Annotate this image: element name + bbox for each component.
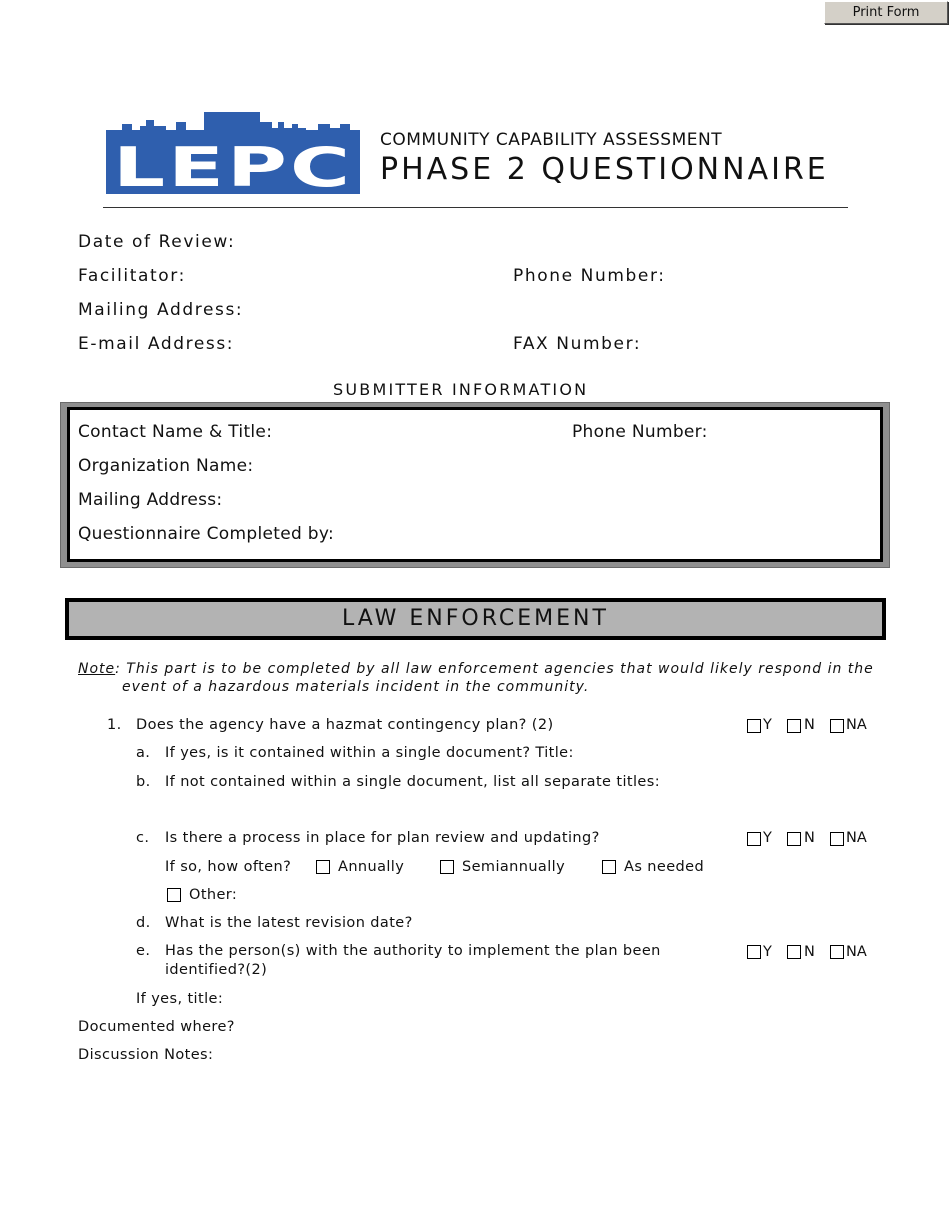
item-e-text-line-2: identified?(2) <box>165 962 268 978</box>
note-line-1 <box>78 661 874 677</box>
qc-yes-label: Y <box>763 830 772 846</box>
other-label: Other: <box>189 887 238 903</box>
qe-na-checkbox[interactable] <box>830 945 844 959</box>
submitter-heading: SUBMITTER INFORMATION <box>333 380 589 399</box>
as-needed-label: As needed <box>624 859 705 875</box>
note-text: : This part is to be completed by all law enforcement agencies that would likely respond in the <box>115 661 874 677</box>
print-form-button[interactable]: Print Form <box>824 1 948 24</box>
qe-no-label: N <box>804 944 815 960</box>
item-c-text: Is there a process in place for plan review and updating? <box>165 830 600 846</box>
if-yes-title-label: If yes, title: <box>136 991 224 1007</box>
item-a-letter: a. <box>136 745 151 761</box>
qc-na-label: NA <box>846 830 867 846</box>
how-often-label: If so, how often? <box>165 859 292 875</box>
item-a-text: If yes, is it contained within a single document? Title: <box>165 745 574 761</box>
law-enforcement-heading: LAW ENFORCEMENT <box>65 598 886 640</box>
item-d-letter: d. <box>136 915 151 931</box>
email-address-label: E-mail Address: <box>78 334 235 354</box>
page-title: PHASE 2 QUESTIONNAIRE <box>380 152 829 187</box>
phone-number-label: Phone Number: <box>513 266 666 286</box>
q1-yes-checkbox[interactable] <box>747 719 761 733</box>
header-subtitle: COMMUNITY CAPABILITY ASSESSMENT <box>380 130 723 150</box>
facilitator-label: Facilitator: <box>78 266 186 286</box>
mailing-address-label: Mailing Address: <box>78 300 244 320</box>
fax-number-label: FAX Number: <box>513 334 642 354</box>
organization-name-label: Organization Name: <box>78 456 254 476</box>
q1-na-checkbox[interactable] <box>830 719 844 733</box>
annually-checkbox[interactable] <box>316 860 330 874</box>
semiannually-checkbox[interactable] <box>440 860 454 874</box>
item-d-text: What is the latest revision date? <box>165 915 413 931</box>
qc-na-checkbox[interactable] <box>830 832 844 846</box>
qe-yes-checkbox[interactable] <box>747 945 761 959</box>
contact-name-label: Contact Name & Title: <box>78 422 273 442</box>
as-needed-checkbox[interactable] <box>602 860 616 874</box>
qc-yes-checkbox[interactable] <box>747 832 761 846</box>
item-e-letter: e. <box>136 943 151 959</box>
date-of-review-label: Date of Review: <box>78 232 236 252</box>
q1-no-checkbox[interactable] <box>787 719 801 733</box>
q1-yes-label: Y <box>763 717 772 733</box>
completed-by-label: Questionnaire Completed by: <box>78 524 334 544</box>
lepc-logo <box>106 112 360 194</box>
question-1-text: Does the agency have a hazmat contingency plan? (2) <box>136 717 554 733</box>
qe-na-label: NA <box>846 944 867 960</box>
q1-no-label: N <box>804 717 815 733</box>
question-1-number: 1. <box>107 717 122 733</box>
qc-no-checkbox[interactable] <box>787 832 801 846</box>
header-divider <box>103 207 848 208</box>
semiannually-label: Semiannually <box>462 859 566 875</box>
note-word: Note <box>78 661 116 677</box>
qc-no-label: N <box>804 830 815 846</box>
item-e-text-line-1: Has the person(s) with the authority to implement the plan been <box>165 943 661 959</box>
note-line-2: event of a hazardous materials incident in the community. <box>122 679 590 695</box>
q1-na-label: NA <box>846 717 867 733</box>
submitter-phone-label: Phone Number: <box>572 422 708 442</box>
submitter-mailing-label: Mailing Address: <box>78 490 223 510</box>
qe-no-checkbox[interactable] <box>787 945 801 959</box>
discussion-notes-label: Discussion Notes: <box>78 1047 214 1063</box>
qe-yes-label: Y <box>763 944 772 960</box>
other-checkbox[interactable] <box>167 888 181 902</box>
documented-where-label: Documented where? <box>78 1019 235 1035</box>
logo-text: LEPC <box>113 136 353 194</box>
item-c-letter: c. <box>136 830 150 846</box>
item-b-letter: b. <box>136 774 151 790</box>
item-b-text: If not contained within a single document, list all separate titles: <box>165 774 660 790</box>
annually-label: Annually <box>338 859 405 875</box>
